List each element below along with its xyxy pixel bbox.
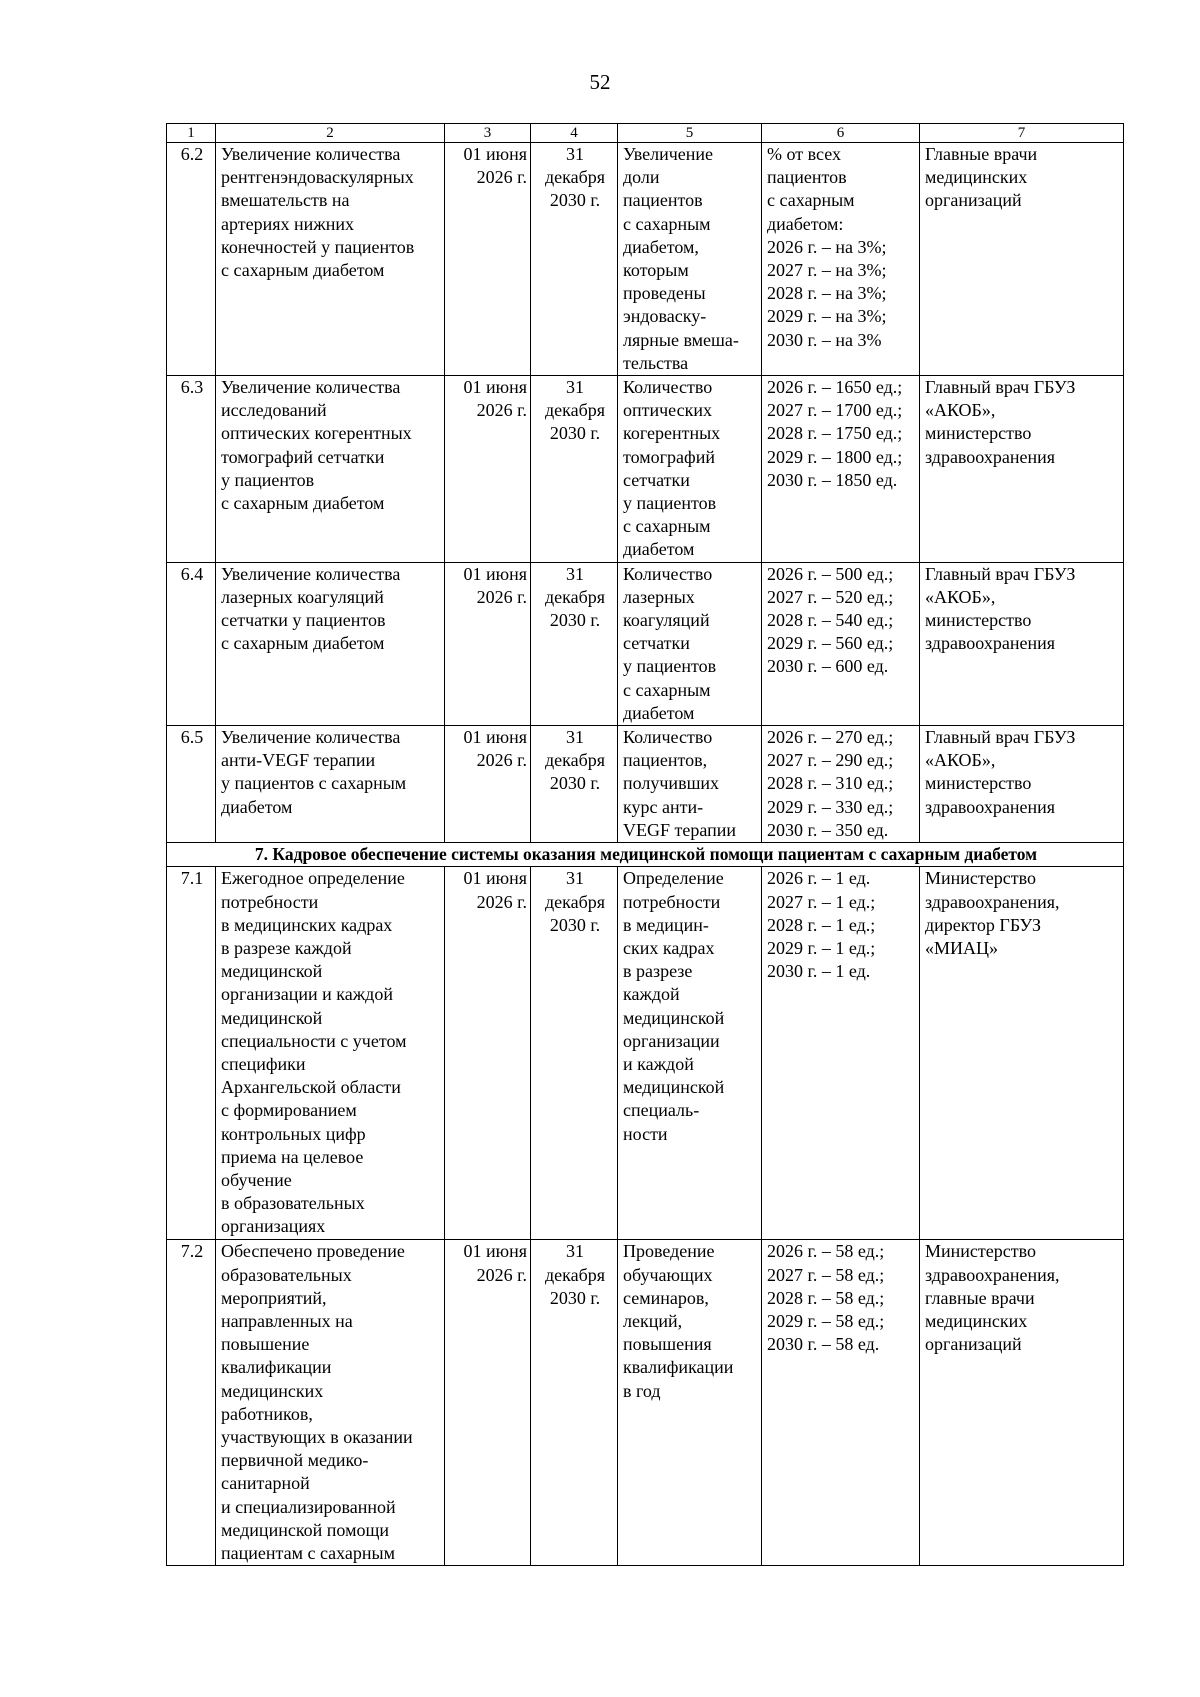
- start-date-cell: 01 июня 2026 г.: [445, 376, 531, 563]
- start-date-cell: 01 июня 2026 г.: [445, 726, 531, 843]
- result-cell: Проведение обучающих семинаров, лекций, повышения квалификации в год: [618, 1240, 762, 1566]
- result-cell: Увеличение доли пациентов с сахарным диабетом, которым проведены эндоваску- лярные вмеша- тельства: [618, 143, 762, 376]
- result-cell: Количество оптических когерентных томографий сетчатки у пациентов с сахарным диабетом: [618, 376, 762, 563]
- end-date-cell: 31 декабря 2030 г.: [531, 867, 618, 1240]
- row-number: 6.3: [167, 376, 216, 563]
- start-date-cell: 01 июня 2026 г.: [445, 143, 531, 376]
- responsible-cell: Главный врач ГБУЗ «АКОБ», министерство здравоохранения: [920, 376, 1124, 563]
- indicator-cell: % от всех пациентов с сахарным диабетом: 2026 г. – на 3%; 2027 г. – на 3%; 2028 г. – на 3%; 2029 г. – на 3%; 2030 г. – на 3%: [762, 143, 920, 376]
- result-cell: Определение потребности в медицин- ских кадрах в разрезе каждой медицинской организации и каждой медицинской специаль- ности: [618, 867, 762, 1240]
- table-row: [167, 562, 1124, 725]
- header-cell-6: 6: [762, 124, 920, 143]
- result-cell: Количество лазерных коагуляций сетчатки у пациентов с сахарным диабетом: [618, 562, 762, 725]
- activity-cell: Увеличение количества анти-VEGF терапии у пациентов с сахарным диабетом: [216, 726, 445, 843]
- header-row: [167, 124, 1124, 143]
- end-date-cell: 31 декабря 2030 г.: [531, 376, 618, 563]
- indicator-cell: 2026 г. – 270 ед.; 2027 г. – 290 ед.; 2028 г. – 310 ед.; 2029 г. – 330 ед.; 2030 г. – 350 ед.: [762, 726, 920, 843]
- row-number: 6.5: [167, 726, 216, 843]
- header-cell-7: 7: [920, 124, 1124, 143]
- header-cell-1: 1: [167, 124, 216, 143]
- table-row: [167, 726, 1124, 843]
- responsible-cell: Министерство здравоохранения, директор ГБУЗ «МИАЦ»: [920, 867, 1124, 1240]
- row-number: 7.2: [167, 1240, 216, 1566]
- responsible-cell: Министерство здравоохранения, главные врачи медицинских организаций: [920, 1240, 1124, 1566]
- indicator-cell: 2026 г. – 58 ед.; 2027 г. – 58 ед.; 2028 г. – 58 ед.; 2029 г. – 58 ед.; 2030 г. – 58 ед.: [762, 1240, 920, 1566]
- end-date-cell: 31 декабря 2030 г.: [531, 726, 618, 843]
- table-row: [167, 376, 1124, 563]
- start-date-cell: 01 июня 2026 г.: [445, 867, 531, 1240]
- header-cell-2: 2: [216, 124, 445, 143]
- responsible-cell: Главные врачи медицинских организаций: [920, 143, 1124, 376]
- page-number: 52: [589, 70, 611, 94]
- measures-table: [166, 123, 1124, 1566]
- indicator-cell: 2026 г. – 1 ед. 2027 г. – 1 ед.; 2028 г. – 1 ед.; 2029 г. – 1 ед.; 2030 г. – 1 ед.: [762, 867, 920, 1240]
- indicator-cell: 2026 г. – 500 ед.; 2027 г. – 520 ед.; 2028 г. – 540 ед.; 2029 г. – 560 ед.; 2030 г. – 600 ед.: [762, 562, 920, 725]
- row-number: 7.1: [167, 867, 216, 1240]
- table-row: [167, 1240, 1124, 1566]
- activity-cell: Увеличение количества исследований оптических когерентных томографий сетчатки у пациентов с сахарным диабетом: [216, 376, 445, 563]
- start-date-cell: 01 июня 2026 г.: [445, 562, 531, 725]
- activity-cell: Увеличение количества лазерных коагуляций сетчатки у пациентов с сахарным диабетом: [216, 562, 445, 725]
- table-row: [167, 143, 1124, 376]
- end-date-cell: 31 декабря 2030 г.: [531, 562, 618, 725]
- end-date-cell: 31 декабря 2030 г.: [531, 143, 618, 376]
- indicator-cell: 2026 г. – 1650 ед.; 2027 г. – 1700 ед.; 2028 г. – 1750 ед.; 2029 г. – 1800 ед.; 2030 г. – 1850 ед.: [762, 376, 920, 563]
- end-date-cell: 31 декабря 2030 г.: [531, 1240, 618, 1566]
- row-number: 6.4: [167, 562, 216, 725]
- activity-cell: Обеспечено проведение образовательных мероприятий, направленных на повышение квалификации медицинских работников, участвующих в оказании первичной медико- санитарной и специализированной медицинской помощи пациентам с сахарным: [216, 1240, 445, 1566]
- header-cell-3: 3: [445, 124, 531, 143]
- section-7-title: 7. Кадровое обеспечение системы оказания медицинской помощи пациентам с сахарным диабетом: [167, 843, 1124, 867]
- start-date-cell: 01 июня 2026 г.: [445, 1240, 531, 1566]
- row-number: 6.2: [167, 143, 216, 376]
- activity-cell: Ежегодное определение потребности в медицинских кадрах в разрезе каждой медицинской организации и каждой медицинской специальности с учетом специфики Архангельской области с формированием контрольных цифр приема на целевое обучение в образовательных организациях: [216, 867, 445, 1240]
- table-row: [167, 867, 1124, 1240]
- responsible-cell: Главный врач ГБУЗ «АКОБ», министерство здравоохранения: [920, 726, 1124, 843]
- responsible-cell: Главный врач ГБУЗ «АКОБ», министерство здравоохранения: [920, 562, 1124, 725]
- result-cell: Количество пациентов, получивших курс анти- VEGF терапии: [618, 726, 762, 843]
- header-cell-5: 5: [618, 124, 762, 143]
- section-row: [167, 843, 1124, 867]
- header-cell-4: 4: [531, 124, 618, 143]
- activity-cell: Увеличение количества рентгенэндоваскулярных вмешательств на артериях нижних конечностей у пациентов с сахарным диабетом: [216, 143, 445, 376]
